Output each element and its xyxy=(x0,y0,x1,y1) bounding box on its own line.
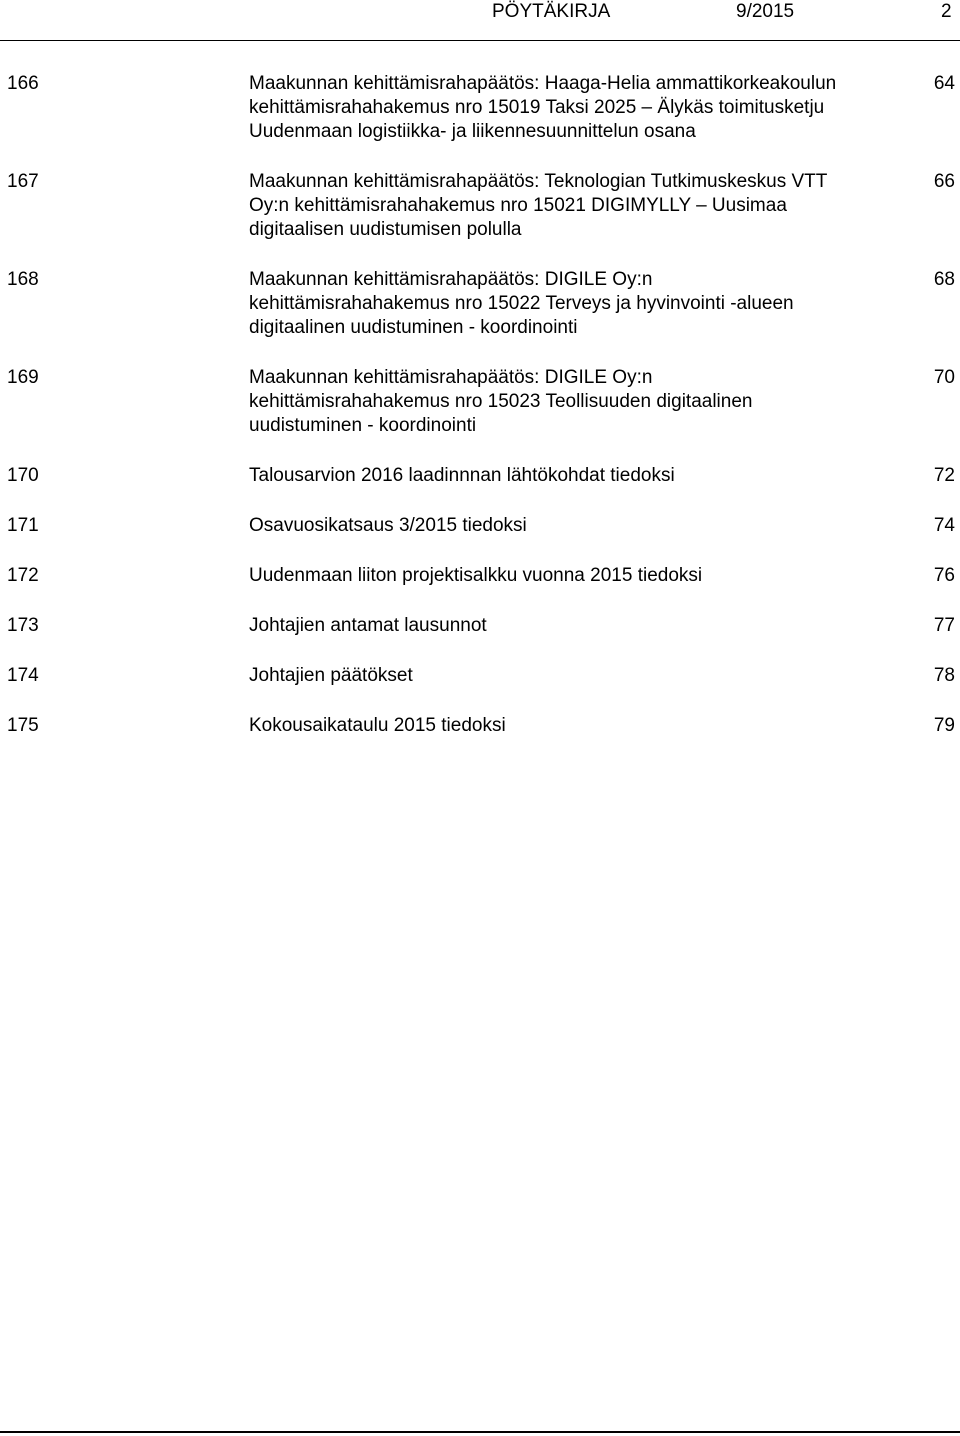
section-title-line: Johtajien päätökset xyxy=(249,665,413,686)
toc-entry xyxy=(0,714,960,738)
section-title-line: Kokousaikataulu 2015 tiedoksi xyxy=(249,715,506,736)
section-page-number: 68 xyxy=(933,269,955,290)
issue-number: 9/2015 xyxy=(736,1,795,22)
section-title-line: Uudenmaan logistiikka- ja liikennesuunnittelun osana xyxy=(249,121,696,142)
section-title-line: kehittämisrahahakemus nro 15019 Taksi 2025 – Älykäs toimitusketju xyxy=(249,97,825,118)
section-title-line: Uudenmaan liiton projektisalkku vuonna 2015 tiedoksi xyxy=(249,565,703,586)
section-title-line: Osavuosikatsaus 3/2015 tiedoksi xyxy=(249,515,527,536)
section-title xyxy=(249,366,889,438)
section-number: 169 xyxy=(7,367,39,388)
toc-entry xyxy=(0,366,960,438)
footer-divider xyxy=(0,1431,960,1433)
section-number: 170 xyxy=(7,465,39,486)
header-divider xyxy=(0,40,960,41)
toc-entry xyxy=(0,564,960,588)
section-number: 168 xyxy=(7,269,39,290)
page-number: 2 xyxy=(941,1,952,22)
section-title-line: Maakunnan kehittämisrahapäätös: DIGILE Oy:n xyxy=(249,367,653,388)
section-number: 167 xyxy=(7,171,39,192)
toc-entry xyxy=(0,614,960,638)
section-page-number: 66 xyxy=(933,171,955,192)
section-page-number: 70 xyxy=(933,367,955,388)
section-title-line: digitaalisen uudistumisen polulla xyxy=(249,219,522,240)
toc-entry xyxy=(0,664,960,688)
section-page-number: 72 xyxy=(933,465,955,486)
section-page-number: 79 xyxy=(933,715,955,736)
section-number: 175 xyxy=(7,715,39,736)
toc-entry xyxy=(0,514,960,538)
section-number: 172 xyxy=(7,565,39,586)
toc-entry xyxy=(0,268,960,340)
section-title xyxy=(249,268,889,340)
section-title xyxy=(249,614,889,638)
section-number: 173 xyxy=(7,615,39,636)
section-title xyxy=(249,664,889,688)
section-title-line: Maakunnan kehittämisrahapäätös: Teknologian Tutkimuskeskus VTT xyxy=(249,171,828,192)
section-page-number: 64 xyxy=(933,73,955,94)
section-title xyxy=(249,514,889,538)
section-number: 171 xyxy=(7,515,39,536)
section-page-number: 77 xyxy=(933,615,955,636)
table-of-contents xyxy=(0,72,960,764)
section-title-line: Oy:n kehittämisrahahakemus nro 15021 DIGIMYLLY – Uusimaa xyxy=(249,195,787,216)
section-page-number: 78 xyxy=(933,665,955,686)
toc-entry xyxy=(0,464,960,488)
section-title xyxy=(249,564,889,588)
section-title xyxy=(249,72,889,144)
section-title-line: digitaalinen uudistuminen - koordinointi xyxy=(249,317,578,338)
toc-entry xyxy=(0,72,960,144)
section-title-line: kehittämisrahahakemus nro 15022 Terveys ja hyvinvointi -alueen xyxy=(249,293,794,314)
section-title xyxy=(249,170,889,242)
section-number: 174 xyxy=(7,665,39,686)
section-title-line: Johtajien antamat lausunnot xyxy=(249,615,487,636)
section-title-line: kehittämisrahahakemus nro 15023 Teollisuuden digitaalinen xyxy=(249,391,753,412)
section-title-line: Talousarvion 2016 laadinnnan lähtökohdat tiedoksi xyxy=(249,465,675,486)
section-title-line: Maakunnan kehittämisrahapäätös: Haaga-Helia ammattikorkeakoulun xyxy=(249,73,837,94)
section-number: 166 xyxy=(7,73,39,94)
section-title-line: uudistuminen - koordinointi xyxy=(249,415,477,436)
section-page-number: 76 xyxy=(933,565,955,586)
section-title-line: Maakunnan kehittämisrahapäätös: DIGILE Oy:n xyxy=(249,269,653,290)
section-page-number: 74 xyxy=(933,515,955,536)
section-title xyxy=(249,714,889,738)
toc-entry xyxy=(0,170,960,242)
section-title xyxy=(249,464,889,488)
page-header xyxy=(0,0,960,24)
document-type: PÖYTÄKIRJA xyxy=(492,1,611,22)
